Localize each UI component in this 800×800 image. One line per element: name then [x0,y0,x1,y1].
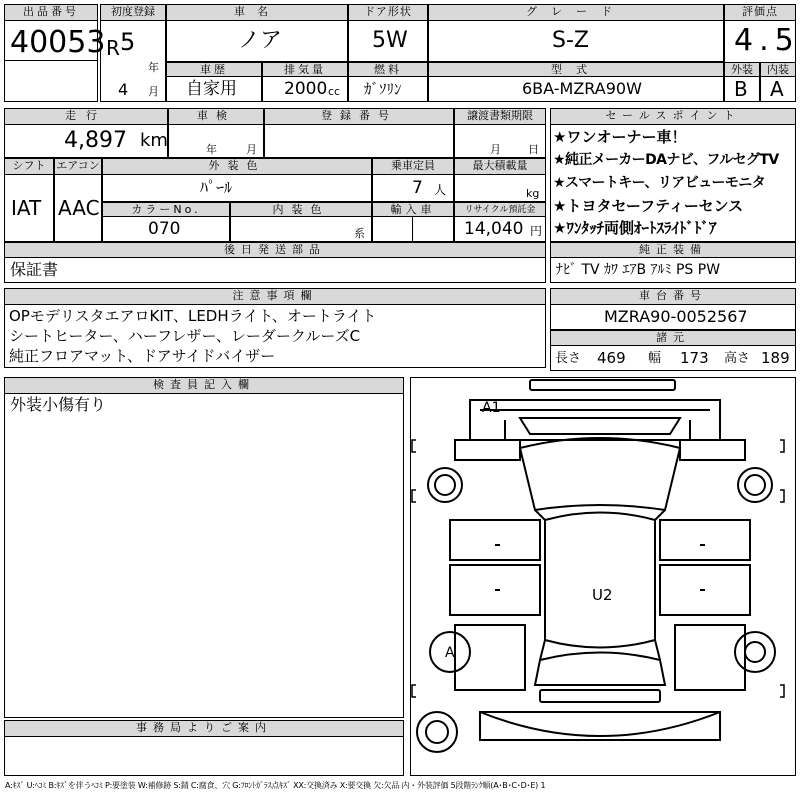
max-load-label: 最大積載量 [454,158,546,175]
color-no-label: カラーNo. [102,202,230,217]
deadline-day-unit: 日 [528,143,539,156]
car-name-label: 車名 [166,4,348,21]
length-label: 長さ [555,351,582,366]
equipment-label: 純正装備 [550,242,796,258]
month-unit: 月 [148,85,159,98]
sales-point-item: ★ワンオーナー車！ [553,128,687,146]
car-name: ノア [238,28,283,53]
ac-label: エアコン [54,158,102,175]
interior: A [770,77,784,101]
model-code-label: 型式 [428,62,724,77]
history: 自家用 [186,79,237,99]
year-unit: 年 [148,61,159,74]
sales-points-label: セールスポイント [550,108,796,125]
damage-mark-a: A [445,645,455,661]
import-label: 輸入車 [372,202,454,217]
legend: A:ｷｽﾞ U:ﾍｺﾐ B:ｷｽﾞを伴うﾍｺﾐ P:要塗装 W:補修跡 S:錆 C:腐食、穴 G:ﾌﾛﾝﾄｶﾞﾗｽ点ｷｽﾞ XX:交換済み X:要交換 欠:欠品 内・外装評価 5段階ﾗﾝｸ順(A･B･C･D･E) 1 [5,781,546,790]
width-label: 幅 [648,351,662,366]
door: 5W [372,28,408,53]
capacity-label: 乗車定員 [372,158,454,175]
office-label: 事務局よりご案内 [4,720,404,737]
capacity-unit: 人 [434,183,447,197]
shift-label: シフト [4,158,54,175]
length: 469 [597,349,626,367]
model-code: 6BA-MZRA90W [522,79,642,98]
grade-label: グレード [428,4,724,21]
chassis: MZRA90-0052567 [604,307,748,326]
mileage: 4,897 [64,128,127,153]
interior-label: 内装 [760,62,796,77]
ac: AAC [58,196,100,220]
capacity: 7 [412,178,423,198]
inspector-text: 外装小傷有り [10,395,107,414]
interior-color-unit: 系 [354,227,365,240]
era: R [106,36,120,60]
damage-mark-a1: A1 [482,400,501,416]
sales-point-item: ★純正メーカーDAナビ、フルセグTV [553,152,779,168]
inspection-year-unit: 年 [206,143,217,156]
deadline-label: 譲渡書類期限 [454,108,546,125]
fuel-label: 燃料 [348,62,428,77]
history-label: 車歴 [166,62,262,77]
dims-label: 諸元 [550,330,796,346]
displacement-unit: cc [328,85,341,98]
recycle-label: リサイクル預託金 [454,202,546,217]
score-label: 評価点 [724,4,796,21]
recycle: 14,040 [464,219,524,239]
width: 173 [680,349,709,367]
sales-point-item: ★ﾜﾝﾀｯﾁ両側ｵｰﾄｽﾗｲﾄﾞﾄﾞｱ [553,219,717,237]
inspection-label: 車検 [168,108,264,125]
damage-mark-u2: U2 [592,586,613,604]
plate-label: 登録番号 [264,108,454,125]
notes-label: 注意事項欄 [4,288,546,305]
shift: IAT [11,196,42,220]
recycle-unit: 円 [530,224,543,238]
lot-number: 40053 [10,25,106,60]
color-label: 外装色 [102,158,372,175]
lot-number-label: 出品番号 [4,4,98,21]
inspection-month-unit: 月 [246,143,257,156]
max-load-unit: kg [526,187,540,200]
exterior-label: 外装 [724,62,760,77]
notes-line: 純正フロアマット、ドアサイドバイザー [9,347,276,365]
sales-point-item: ★トヨタセーフティーセンス [553,197,744,215]
displacement-label: 排気量 [262,62,348,77]
score: 4.5 [734,23,800,58]
fuel: ｶﾞｿﾘﾝ [364,80,402,98]
door-label: ドア形状 [348,4,428,21]
displacement: 2000 [284,79,328,99]
notes-line: OPモデリスタエアロKIT、LEDHライト、オートライト [9,307,377,325]
height-label: 高さ [724,351,751,366]
sales-point-item: ★スマートキー、リアビューモニタ [553,175,766,191]
equipment: ﾅﾋﾞ TV ｶﾜ ｴｱB ｱﾙﾐ PS PW [556,262,721,278]
mileage-label: 走行 [4,108,168,125]
first-reg-label: 初度登録 [100,4,166,21]
reg-month: 4 [118,80,129,99]
later-items: 保証書 [10,260,59,279]
grade: S-Z [552,28,589,53]
deadline-month-unit: 月 [490,143,501,156]
height: 189 [761,349,790,367]
reg-year: 5 [120,28,136,56]
color-no: 070 [148,219,181,239]
interior-color-label: 内装色 [230,202,372,217]
mileage-unit: km [140,130,168,151]
inspector-label: 検査員記入欄 [4,377,404,394]
color: ﾊﾟｰﾙ [200,178,233,197]
chassis-label: 車台番号 [550,288,796,305]
notes-line: シートヒーター、ハーフレザー、レーダークルーズC [9,327,361,345]
later-items-label: 後日発送部品 [4,242,546,258]
exterior: B [734,77,748,101]
